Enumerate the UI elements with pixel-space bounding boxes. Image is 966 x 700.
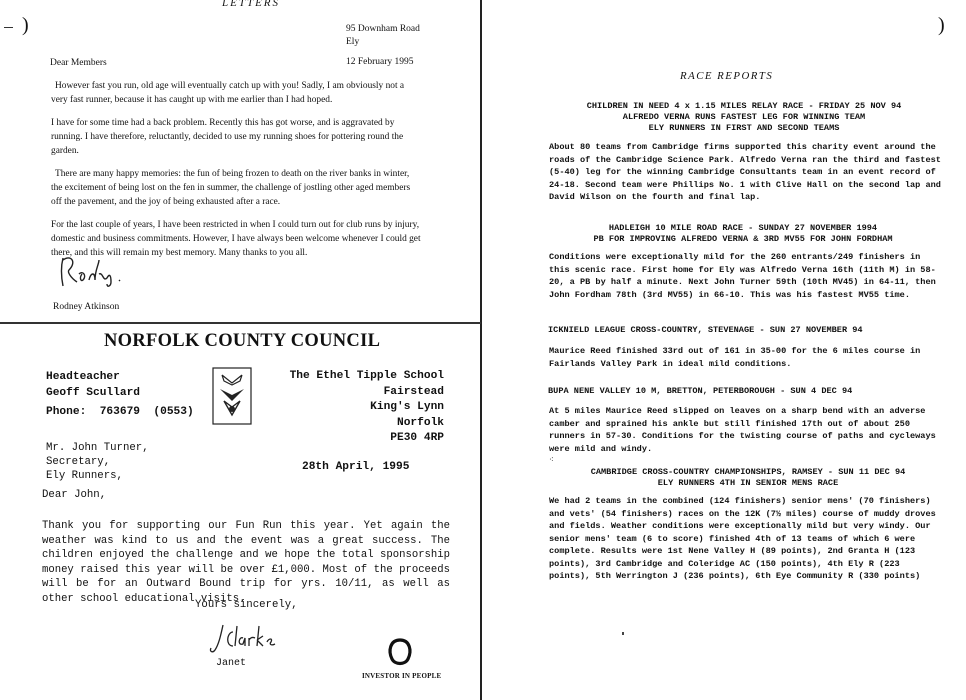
- recipient-line: Secretary,: [46, 456, 111, 468]
- report-body: Conditions were exceptionally mild for the 260 entrants/249 finishers in this scenic race. First home for Ely was Alfredo Verna 16th (11th M) in 58-20, a PB by half a minute. Next John Turner 59th (10th MV45) in 64-11, then John Fordham 78th (3rd MV55) in 66-10. This was his fastest MV55 time.: [549, 252, 936, 300]
- recipient-line: Mr. John Turner,: [46, 442, 149, 454]
- report-heading: [548, 223, 938, 245]
- report-heading-line: BUPA NENE VALLEY 10 M, BRETTON, PETERBOROUGH - SUN 4 DEC 94: [548, 386, 853, 396]
- scan-speck: ⁖: [549, 455, 554, 464]
- letter-paragraph: There are many happy memories: the fun of being frozen to death on the river banks in winter, the excitement of being lost on the fen in summer, the challenge of jostling other aged members off the pavement, and the joy of being exhausted after a race.: [51, 169, 411, 207]
- council-title: NORFOLK COUNTY COUNCIL: [104, 331, 381, 351]
- norfolk-signer: Janet: [216, 658, 247, 669]
- report-body: About 80 teams from Cambridge firms supported this charity event around the roads of the Cambridge Science Park. Alfredo Verna ran the third and fastest (5-40) leg for the winning Cambridge Consultants team in an event record of 24-18. Second team were Phillips No. 1 with Clive Hall on the second lap and David Wilson on the fourth and final lap.: [549, 142, 941, 202]
- norfolk-body: Thank you for supporting our Fun Run this year. Yet again the weather was kind to us and the event was a great success. The children enjoyed the challenge and we hope the total sponsorship money raised this year will be over £1,000. Most of the proceeds will be for an Outward Bound trip for yrs. 10/11, as well as other school educational visits.: [42, 520, 450, 605]
- letter-signer: Rodney Atkinson: [53, 302, 120, 312]
- report-body: At 5 miles Maurice Reed slipped on leaves on a sharp bend with an adverse camber and sprained his ankle but still finished 17th out of about 250 runners in 57-30. Conditions for the twisting course of paths and cycleways were mild and windy.: [549, 406, 936, 454]
- report-body: We had 2 teams in the combined (124 finishers) senior mens' (70 finishers) and vets' (54 finishers) races on the 12K (7½ miles) course of muddy droves and fields. Weather conditions were exceptionally mild but very windy. Our senior mens' team (6 to score) finished 4th of 13 teams of which 6 were complete. Results were 1st Nene Valley H (89 points), 2nd Granta H (123 points), 3rd Cambridge and Coleridge AC (150 points), 4th Ely R (223 points), 5th Werrington J (236 points), 6th Eye Community R (330 points): [549, 496, 936, 581]
- letter-salutation: Dear Members: [50, 58, 107, 68]
- report-heading-line: PB FOR IMPROVING ALFREDO VERNA & 3RD MV55 FOR JOHN FORDHAM: [593, 234, 893, 244]
- headteacher-label: Headteacher: [46, 371, 120, 383]
- letter-body: [51, 79, 422, 260]
- report-body: Maurice Reed finished 33rd out of 161 in 35-00 for the 6 miles course in Fairlands Valley Park in ideal mild conditions.: [549, 346, 921, 369]
- letter-paragraph: I have for some time had a back problem. Recently this has got worse, and is aggravated by running. I have therefore, reluctantly, decided to use my running shoes for pottering round the garden.: [51, 118, 404, 156]
- letter-paragraph: For the last couple of years, I have been restricted in when I could turn out for club runs by injury, domestic and business commitments. However, I have always been welcome whenever I could get there, and this will remain my best memory. Many thanks to you all.: [51, 220, 421, 258]
- address-line: Ely: [346, 37, 360, 47]
- report-heading: [548, 467, 948, 489]
- address-line: 95 Downham Road: [346, 24, 420, 34]
- left-dash-mark: [4, 27, 13, 28]
- recipient-block: [46, 441, 149, 483]
- school-address-line: Fairstead: [383, 385, 444, 398]
- norfolk-date: 28th April, 1995: [302, 461, 410, 473]
- headteacher-name: Geoff Scullard: [46, 386, 140, 399]
- report-heading: [548, 325, 948, 336]
- report-heading-line: ELY RUNNERS IN FIRST AND SECOND TEAMS: [648, 123, 840, 133]
- school-address: [268, 369, 444, 447]
- sender-address: [346, 23, 420, 49]
- norfolk-closing: Yours sincerely,: [195, 599, 298, 611]
- school-crest-icon: [212, 367, 252, 425]
- letters-header: LETTERS: [222, 0, 281, 9]
- scan-dot: [622, 632, 624, 635]
- report-heading-line: CHILDREN IN NEED 4 x 1.15 MILES RELAY RACE - FRIDAY 25 NOV 94: [586, 101, 902, 111]
- rodney-signature-image: [55, 252, 130, 292]
- letter-divider: [0, 322, 481, 324]
- report-heading-line: HADLEIGH 10 MILE ROAD RACE - SUNDAY 27 NOVEMBER 1994: [608, 223, 878, 233]
- school-address-line: Norfolk: [397, 416, 444, 429]
- report-heading-line: ICKNIELD LEAGUE CROSS-COUNTRY, STEVENAGE - SUN 27 NOVEMBER 94: [548, 325, 863, 335]
- school-address-line: King's Lynn: [370, 401, 444, 413]
- race-reports-title: RACE REPORTS: [680, 70, 774, 82]
- report-heading-line: ELY RUNNERS 4TH IN SENIOR MENS RACE: [657, 478, 839, 488]
- report-heading: [548, 386, 948, 397]
- investor-in-people-logo: [386, 637, 414, 669]
- report-heading-line: ALFREDO VERNA RUNS FASTEST LEG FOR WINNING TEAM: [622, 112, 866, 122]
- right-bracket-mark: ): [938, 14, 945, 36]
- investor-in-people-text: INVESTOR IN PEOPLE: [362, 672, 442, 680]
- report-heading-line: CAMBRIDGE CROSS-COUNTRY CHAMPIONSHIPS, RAMSEY - SUN 11 DEC 94: [590, 467, 906, 477]
- letter-paragraph: However fast you run, old age will eventually catch up with you! Sadly, I am obviously not a very fast runner, because it has caught up with me earlier than I had hoped.: [51, 81, 405, 105]
- school-address-line: PE30 4RP: [390, 432, 444, 444]
- clarke-signature-image: [205, 622, 287, 656]
- left-bracket-mark: ): [22, 14, 29, 36]
- recipient-line: Ely Runners,: [46, 470, 123, 482]
- school-address-line: The Ethel Tipple School: [289, 370, 444, 382]
- headteacher-block: [46, 370, 140, 401]
- norfolk-salutation: Dear John,: [42, 489, 107, 501]
- letter-date: 12 February 1995: [346, 57, 414, 67]
- report-heading: [540, 101, 948, 134]
- page-divider: [480, 0, 482, 700]
- phone-number: Phone: 763679 (0553): [46, 406, 194, 418]
